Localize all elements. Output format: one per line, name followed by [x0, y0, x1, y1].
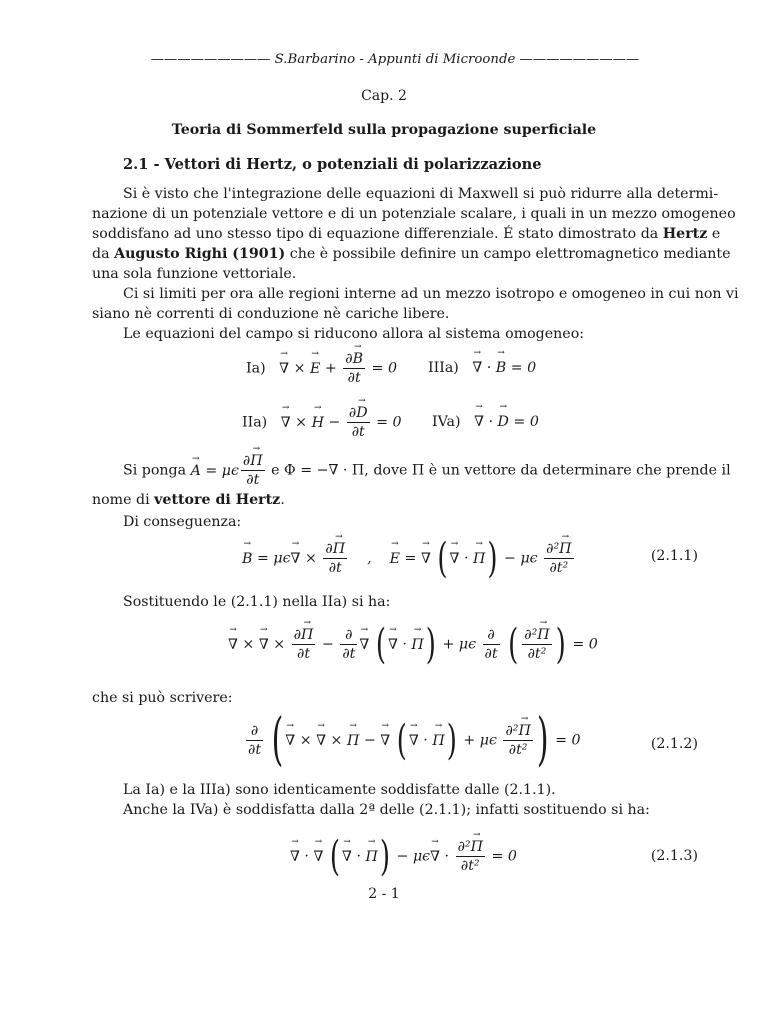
eq-label-IVa: IVa)	[432, 414, 461, 430]
text-line: Di conseguenza:	[123, 514, 242, 530]
equation-number: (2.1.2)	[650, 736, 698, 752]
eq-label-IIIa: IIIa)	[428, 360, 459, 376]
equation-IIa: IIa) → ∇ × → H − $\frac{\partial\to D}{\partial t}$ = 0	[242, 404, 402, 441]
text-can-write	[92, 688, 698, 708]
text-run: che è possibile definire un campo elettromagnetico mediante	[285, 246, 731, 262]
text-run: e	[707, 226, 721, 242]
text-line: Si è visto che l'integrazione delle equazioni di Maxwell si può ridurre alla determi-	[123, 186, 719, 202]
name-hertz: Hertz	[662, 226, 708, 242]
text-line: Anche la IVa) è soddisfatta dalla 2ª delle (2.1.1); infatti sostituendo si ha:	[123, 802, 650, 818]
eq-label-IIa: IIa)	[242, 414, 268, 431]
text-substituting	[92, 592, 698, 612]
equation-substituted: → ∇ × → ∇ × $\frac{\partial\to \Pi}{\partial t}$ − $\frac{\partial}{\partial t}$ → ∇ (→ ∇ · → Π) + μϵ $\frac{\partial}{\partial t}$ ( $\frac{\text{∂²→ Π}}{\text{∂t²}}$ ) = 0	[228, 626, 598, 663]
text-line: che si può scrivere:	[92, 690, 233, 706]
term-hertz-vector: vettore di Hertz	[154, 492, 281, 508]
equation-number: (2.1.3)	[650, 848, 698, 864]
text-run: Si ponga	[123, 462, 187, 479]
text-run: nome di	[92, 492, 155, 508]
text-line: Sostituendo le (2.1.1) nella IIa) si ha:	[123, 594, 391, 610]
equation-number: (2.1.1)	[650, 548, 698, 564]
paragraph-intro	[92, 184, 739, 344]
chapter-title: Teoria di Sommerfeld sulla propagazione superficiale	[171, 122, 597, 138]
equation-IIIa: IIIa) → ∇ · → B = 0	[428, 360, 536, 376]
name-righi: Augusto Righi (1901)	[114, 246, 286, 262]
equation-2-1-3: → ∇ · → ∇ (→ ∇ · → Π) − μϵ→ ∇ · $\frac{\text{∂²→ Π}}{\text{∂t²}}$ = 0	[290, 838, 517, 875]
text-line: nazione di un potenziale vettore e di un potenziale scalare, i quali in un mezzo omogeneo	[92, 206, 736, 222]
section-heading: 2.1 - Vettori di Hertz, o potenziali di polarizzazione	[123, 156, 542, 173]
hertz-definition	[92, 452, 731, 533]
text-line	[92, 244, 731, 264]
equation-2-1-1: → B = μϵ→ ∇ × $\frac{\partial\to \Pi}{\partial t}$ , → E = → ∇ (→ ∇ · → Π) − μϵ $\frac{\text{∂²→ Π}}{\text{∂t²}}$	[242, 540, 576, 577]
equation-Ia: Ia) → ∇ × → E + $\frac{\partial\to B}{\partial t}$ = 0	[246, 350, 397, 387]
text-run: e Φ = −∇ · Π, dove Π è un vettore da determinare che prende il	[271, 462, 731, 479]
text-line: Le equazioni del campo si riducono allora al sistema omogeneo:	[123, 326, 585, 342]
text-line: Ci si limiti per ora alle regioni interne ad un mezzo isotropo e omogeneo in cui non vi	[123, 286, 739, 302]
text-line	[92, 224, 721, 244]
equation-IVa: IVa) → ∇ · → D = 0	[432, 414, 539, 430]
text-line	[92, 489, 698, 511]
text-identically	[92, 780, 698, 820]
text-line: siano nè correnti di conduzione nè cariche libere.	[92, 306, 450, 322]
text-run: .	[280, 492, 285, 508]
text-run: soddisfano ad uno stesso tipo di equazione differenziale. É stato dimostrato da	[92, 226, 663, 242]
text-run: da	[92, 246, 115, 262]
equation-2-1-2: $\frac{\partial}{\partial t}$ (→ ∇ × → ∇ × → Π − → ∇ (→ ∇ · → Π) + μϵ $\frac{\text{∂²→ Π}}{\text{∂t²}}$ ) = 0	[244, 722, 581, 759]
text-line: La Ia) e la IIIa) sono identicamente soddisfatte dalle (2.1.1).	[123, 782, 556, 798]
text-line: una sola funzione vettoriale.	[92, 266, 297, 282]
eq-label-Ia: Ia)	[246, 360, 266, 377]
running-header: ————————— S.Barbarino - Appunti di Microonde —————————	[150, 52, 640, 67]
page-number: 2 - 1	[368, 886, 400, 902]
chapter-number: Cap. 2	[361, 88, 407, 104]
text-line: Si ponga → A = μϵ $\frac{\partial\to \Pi}{\partial t}$ e Φ = −∇ · Π, dove Π è un vettore da determinare che prende il	[92, 452, 698, 489]
